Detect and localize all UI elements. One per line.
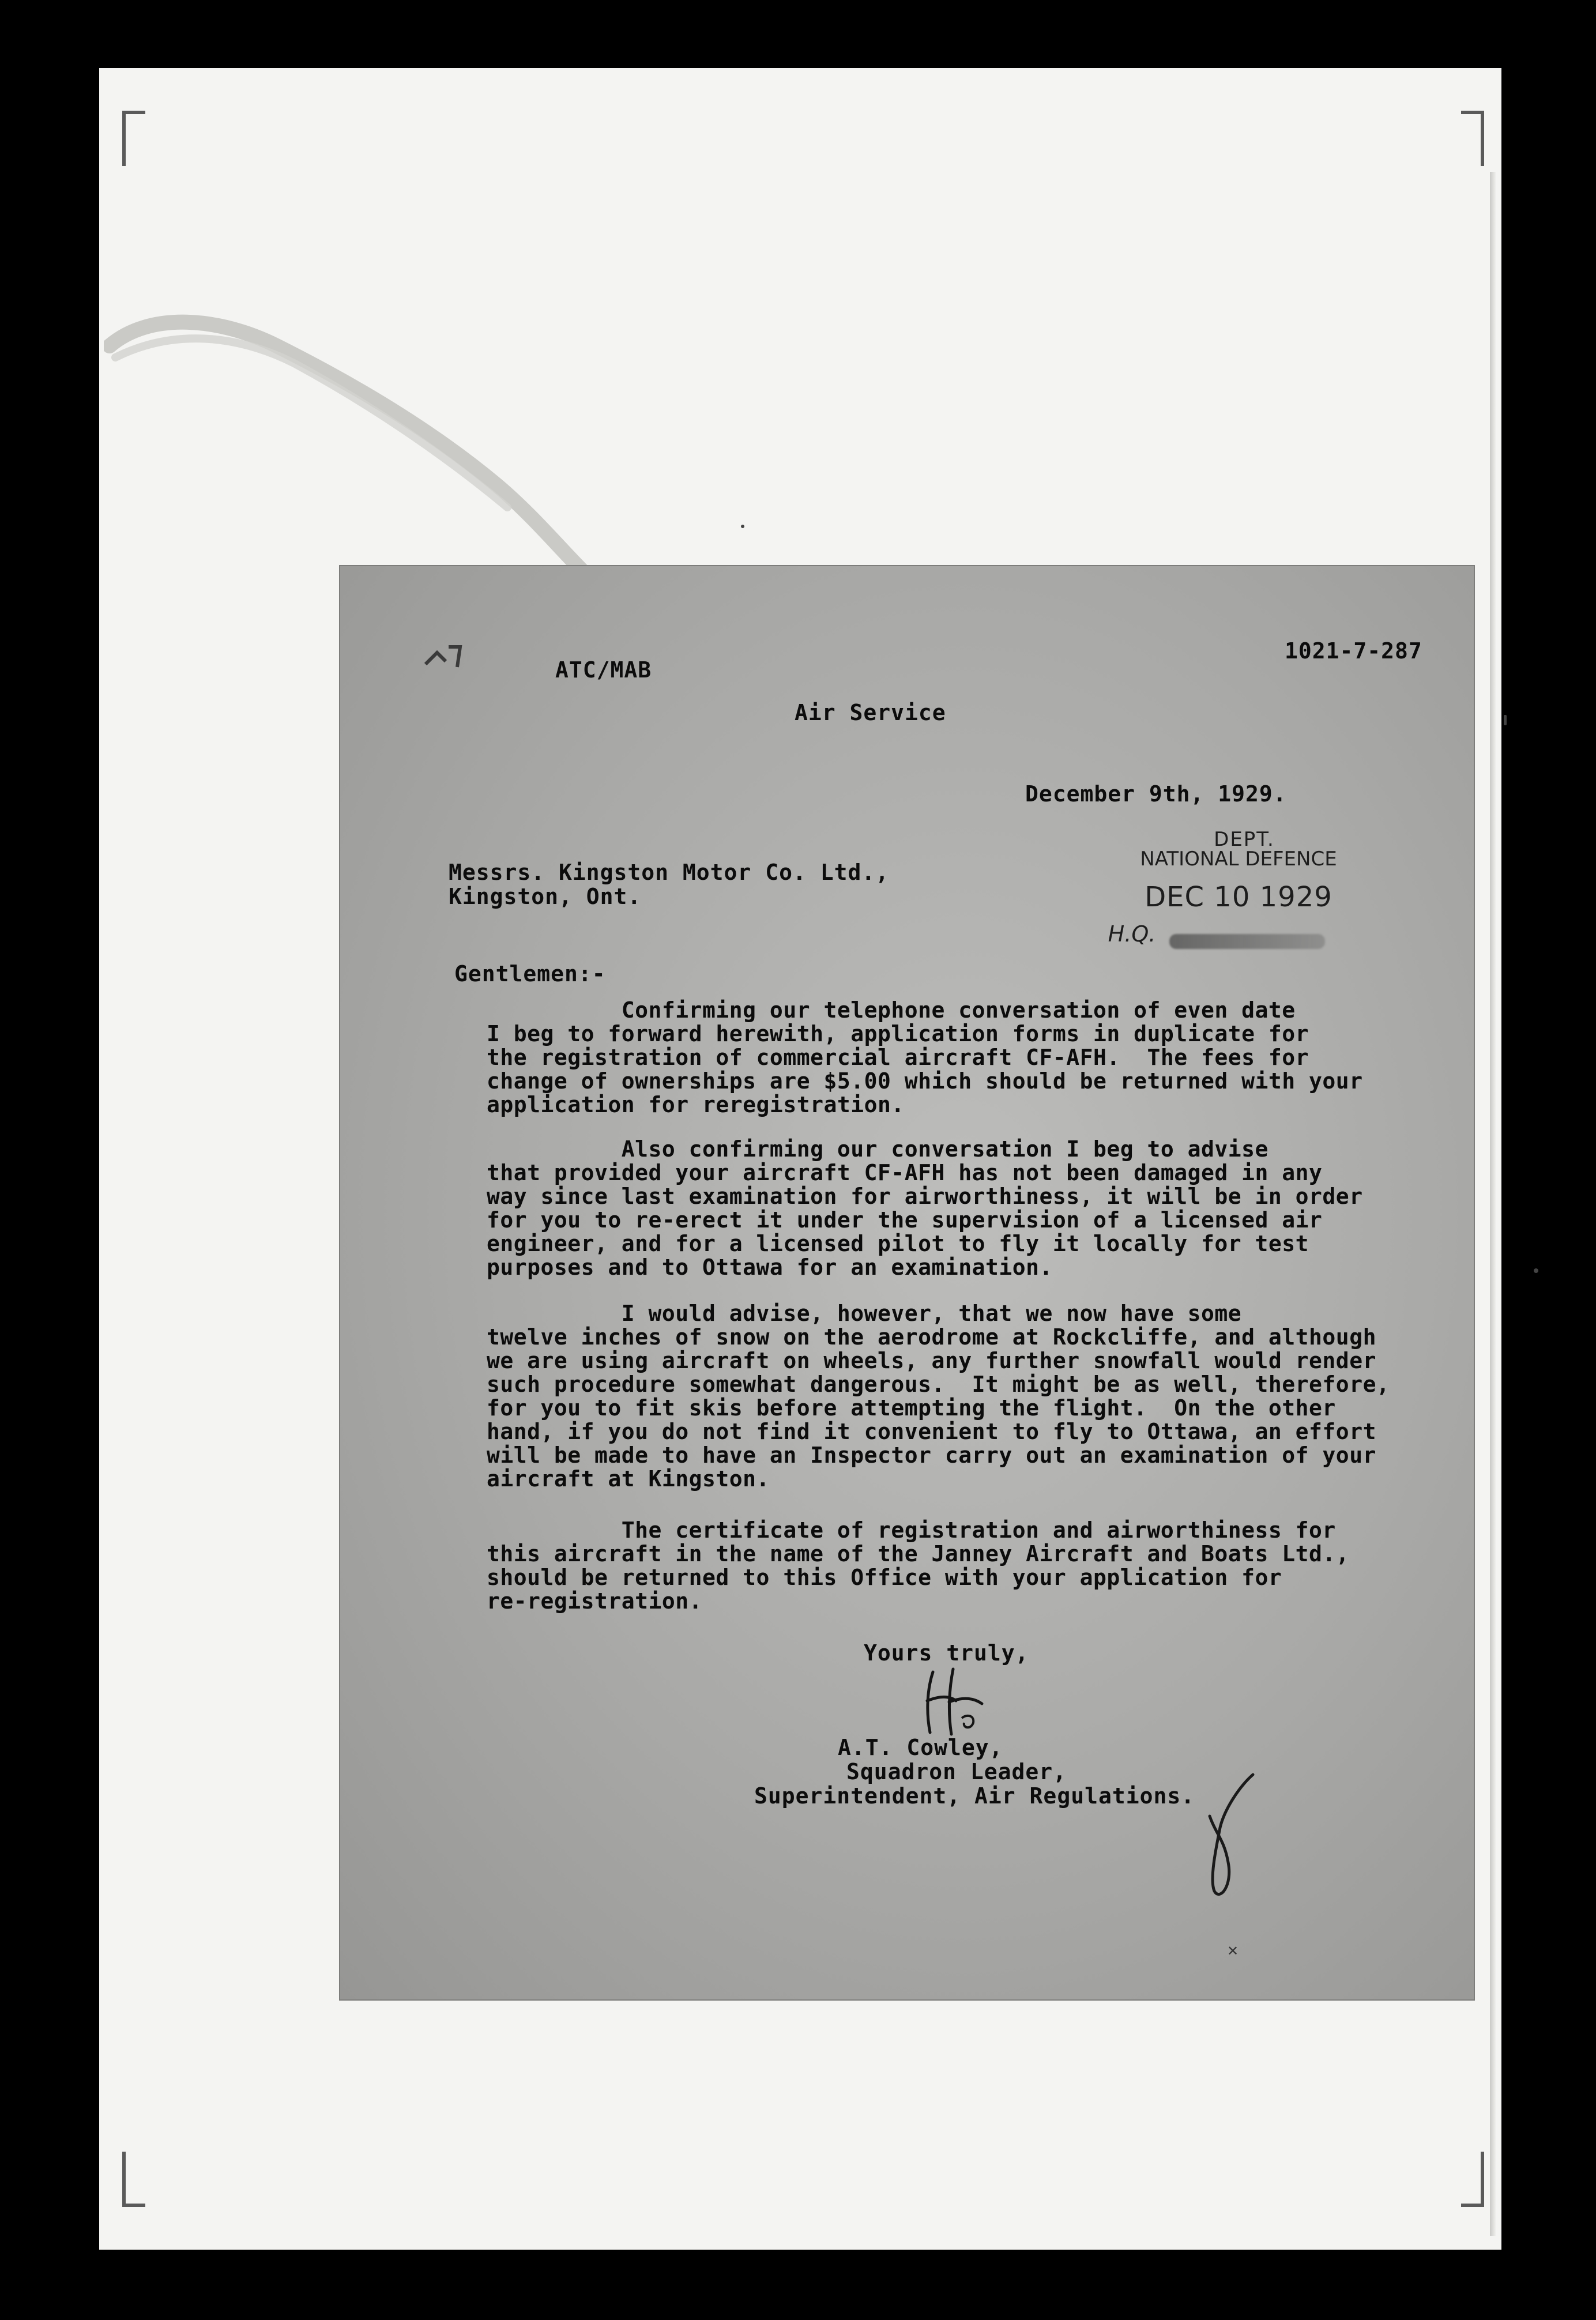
paragraph-line: for you to re-erect it under the supervision of a licensed air <box>487 1207 1323 1233</box>
signatory-name: A.T. Cowley, <box>838 1735 1003 1760</box>
reference-initials: ATC/MAB <box>555 657 652 683</box>
handwritten-signature <box>910 1660 1002 1741</box>
paragraph-line: application for reregistration. <box>487 1092 905 1117</box>
pencil-smudge <box>104 277 611 577</box>
paragraph-line: that provided your aircraft CF-AFH has not been damaged in any <box>487 1160 1323 1185</box>
film-speck <box>1504 715 1507 725</box>
received-stamp-agency: NATIONAL DEFENCE <box>1140 848 1337 871</box>
paragraph-line: aircraft at Kingston. <box>487 1466 770 1492</box>
letter-page <box>339 565 1475 2001</box>
paragraph-line: purposes and to Ottawa for an examination. <box>487 1255 1053 1280</box>
received-stamp-dept: DEPT. <box>1214 828 1275 851</box>
closing: Yours truly, <box>864 1640 1029 1666</box>
paragraph-line: this aircraft in the name of the Janney Aircraft and Boats Ltd., <box>487 1541 1350 1566</box>
received-stamp-hq: H.Q. <box>1108 921 1156 947</box>
paragraph-line: engineer, and for a licensed pilot to fly it locally for test <box>487 1231 1309 1256</box>
body-paragraph <box>487 1519 1421 1613</box>
addressee-line: Kingston, Ont. <box>449 884 642 909</box>
signatory-title: Superintendent, Air Regulations. <box>754 1783 1195 1809</box>
paragraph-line: for you to fit skis before attempting the flight. On the other <box>487 1395 1336 1421</box>
department-heading: Air Service <box>795 700 946 725</box>
backing-sheet-edge <box>1490 172 1496 2236</box>
paragraph-line: I beg to forward herewith, application forms in duplicate for <box>487 1021 1309 1046</box>
paragraph-line: change of ownerships are $5.00 which should be returned with your <box>487 1068 1363 1094</box>
crop-mark-top-right <box>1461 111 1484 166</box>
paragraph-line: we are using aircraft on wheels, any further snowfall would render <box>487 1348 1376 1373</box>
paragraph-line: way since last examination for airworthiness, it will be in order <box>487 1184 1363 1209</box>
paragraph-line: hand, if you do not find it convenient to fly to Ottawa, an effort <box>487 1419 1376 1444</box>
paragraph-line: should be returned to this Office with your application for <box>487 1565 1282 1590</box>
paragraph-line: Also confirming our conversation I beg to advise <box>487 1136 1268 1162</box>
paragraph-line: will be made to have an Inspector carry out an examination of your <box>487 1443 1376 1468</box>
crop-mark-bottom-left <box>122 2152 145 2207</box>
letter-date: December 9th, 1929. <box>1025 781 1287 807</box>
stamp-smudge <box>1169 934 1325 949</box>
body-paragraph <box>487 999 1421 1117</box>
film-speck <box>1534 1268 1538 1273</box>
paragraph-line: I would advise, however, that we now have some <box>487 1301 1242 1326</box>
salutation: Gentlemen:- <box>454 961 606 986</box>
crop-mark-bottom-right <box>1461 2152 1484 2207</box>
signatory-rank: Squadron Leader, <box>846 1759 1067 1784</box>
faint-mark: ✕ <box>1227 1943 1239 1959</box>
addressee-line: Messrs. Kingston Motor Co. Ltd., <box>449 860 890 885</box>
paragraph-line: The certificate of registration and airworthiness for <box>487 1517 1336 1543</box>
paragraph-line: twelve inches of snow on the aerodrome at Rockcliffe, and although <box>487 1324 1376 1350</box>
body-paragraph <box>487 1302 1421 1491</box>
paragraph-line: such procedure somewhat dangerous. It might be as well, therefore, <box>487 1372 1390 1397</box>
paragraph-line: the registration of commercial aircraft CF-AFH. The fees for <box>487 1045 1309 1070</box>
crop-mark-top-left <box>122 111 145 166</box>
film-speck <box>741 525 744 528</box>
handwritten-folio-number <box>1192 1770 1262 1903</box>
corner-mark-icon <box>420 635 472 676</box>
received-stamp-date: DEC 10 1929 <box>1145 881 1332 913</box>
file-number: 1021-7-287 <box>1285 638 1422 664</box>
paragraph-line: Confirming our telephone conversation of even date <box>487 997 1296 1023</box>
paragraph-line: re-registration. <box>487 1588 703 1614</box>
body-paragraph <box>487 1138 1421 1279</box>
